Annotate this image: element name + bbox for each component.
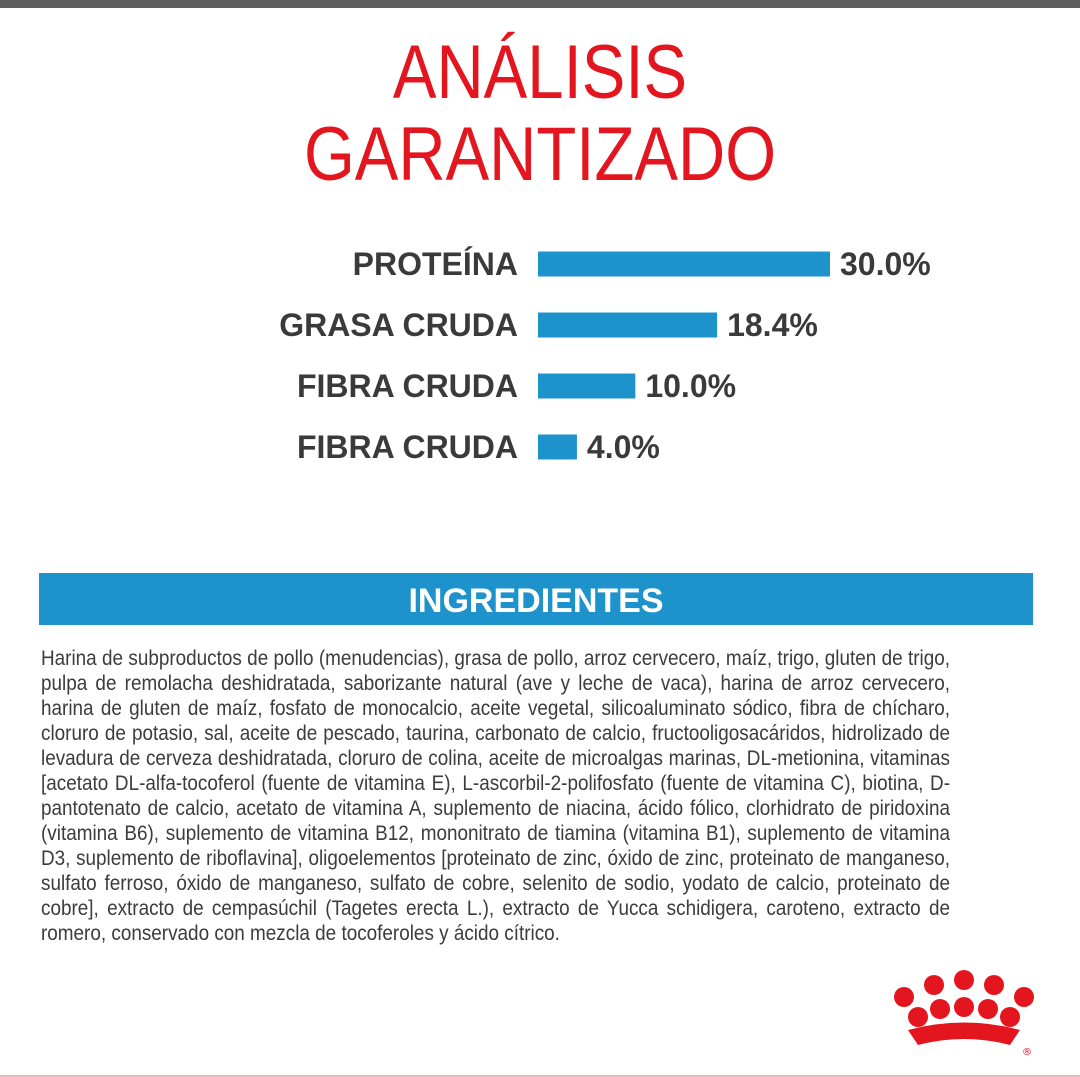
ingredients-header: INGREDIENTES [39,573,1033,625]
category-label: FIBRA CRUDA [296,429,518,465]
value-label: 30.0% [840,246,931,282]
title-line-1: ANÁLISIS [392,30,688,115]
bar [538,313,717,338]
value-label: 4.0% [586,429,660,465]
value-label: 18.4% [727,307,818,343]
bar [538,435,577,460]
crown-icon [890,965,1040,1060]
bar [538,252,830,277]
value-label: 10.0% [645,368,737,404]
category-label: GRASA CRUDA [279,307,518,343]
category-label: FIBRA CRUDA [296,368,518,404]
top-bar [0,0,1080,8]
page-title [76,32,1005,196]
registered-mark: ® [1022,1047,1032,1058]
ingredients-text: Harina de subproductos de pollo (menudencias), grasa de pollo, arroz cervecero, maíz, trigo, gluten de trigo, pulpa de remolacha deshidratada, saborizante natural (ave y leche de vaca), harina de arroz cervecero, harina de gluten de maíz, fosfato de monocalcio, aceite vegetal, silicoaluminato sódico, fibra de chícharo, cloruro de potasio, sal, aceite de pescado, taurina, carbonato de calcio, fructooligosacáridos, hidrolizado de levadura de cerveza deshidratada, cloruro de colina, aceite de microalgas marinas, DL-metionina, vitaminas [acetato DL-alfa-tocoferol (fuente de vitamina E), L-ascorbil-2-polifosfato (fuente de vitamina C), biotina, D-pantotenato de calcio, acetato de vitamina A, suplemento de niacina, ácido fólico, clorhidrato de piridoxina (vitamina B6), suplemento de vitamina B12, mononitrato de tiamina (vitamina B1), suplemento de vitamina D3, suplemento de riboflavina], oligoelementos [proteinato de zinc, óxido de zinc, proteinato de manganeso, sulfato ferroso, óxido de manganeso, sulfato de cobre, selenito de sodio, yodato de calcio, proteinato de cobre], extracto de cempasúchil (Tagetes erecta L.), extracto de Yucca schidigera, caroteno, extracto de romero, conservado con mezcla de tocoferoles y ácido cítrico. [41,647,950,945]
analysis-bar-chart [0,230,1080,480]
category-label: PROTEÍNA [352,246,518,282]
bar [538,374,635,399]
title-line-2: GARANTIZADO [303,112,777,197]
